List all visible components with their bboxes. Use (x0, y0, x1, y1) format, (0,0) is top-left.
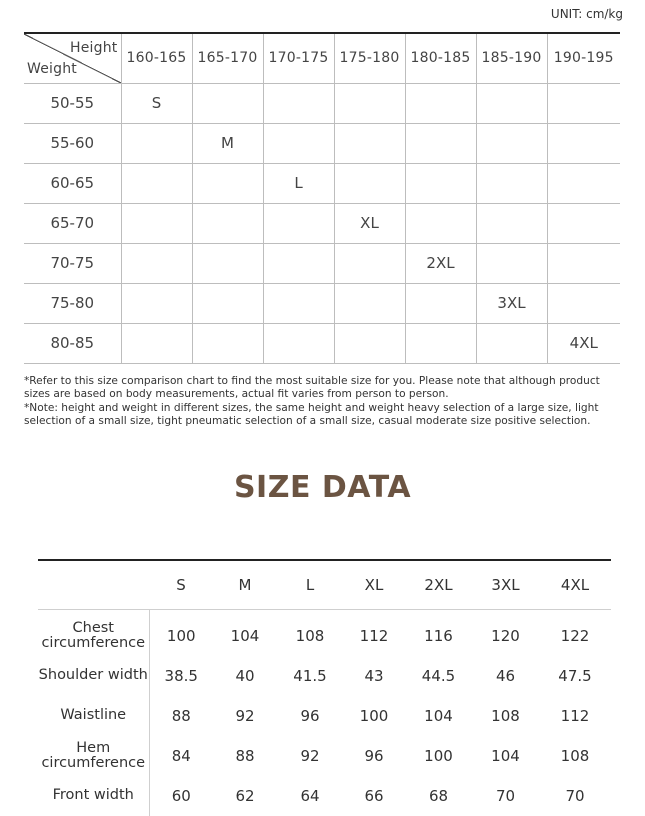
chart-header-row (24, 33, 620, 83)
measurement-value: 70 (495, 786, 516, 805)
chart-row (24, 243, 620, 283)
measurement-label: Shoulder width (38, 656, 149, 696)
size-cell (476, 123, 547, 163)
measurement-value: 40 (235, 666, 255, 685)
measurement-value: 122 (560, 626, 590, 645)
note-paragraph: *Note: height and weight in different sizes, the same height and weight heavy selection of a large size, light selection of a small size, tight pneumatic selection of a small size, casual moderate size positive selection. (24, 402, 599, 427)
size-cell (405, 83, 476, 123)
weight-axis-label: Weight (27, 60, 77, 77)
size-cell (547, 283, 620, 323)
size-cell (405, 163, 476, 203)
size-cell (476, 163, 547, 203)
height-header: 165-170 (192, 33, 263, 83)
measurement-value: 84 (171, 746, 191, 765)
size-cell (476, 323, 547, 363)
measurement-label: Waistline (38, 696, 149, 736)
measurement-value: 43 (364, 666, 384, 685)
measurement-label: Chest circumference (38, 616, 149, 656)
size-cell (192, 163, 263, 203)
measurement-row (38, 776, 611, 816)
size-cell: XL (334, 203, 405, 243)
measurement-value: 68 (428, 786, 449, 805)
measurement-value: 96 (364, 746, 384, 765)
size-cell: 4XL (547, 323, 620, 363)
size-cell (263, 323, 334, 363)
measurement-value: 100 (424, 746, 453, 765)
unit-label: UNIT: cm/kg (550, 7, 623, 21)
measurement-value: 46 (495, 666, 516, 685)
note-paragraph: *Refer to this size comparison chart to find the most suitable size for you. Please note that although product sizes are based on body measurements, actual fit varies from person to person. (24, 375, 600, 400)
size-cell (547, 83, 620, 123)
size-cell (405, 283, 476, 323)
size-cell: 2XL (405, 243, 476, 283)
size-header: 3XL (472, 560, 539, 609)
measurement-value: 47.5 (558, 666, 592, 685)
measurement-value: 38.5 (164, 666, 198, 685)
size-header: 2XL (405, 560, 472, 609)
height-axis-label: Height (70, 40, 118, 56)
weight-cell: 65-70 (24, 203, 121, 243)
size-cell (121, 163, 192, 203)
measurement-row (38, 616, 611, 656)
size-chart-table (24, 32, 620, 364)
chart-row (24, 203, 620, 243)
height-header: 190-195 (547, 33, 620, 83)
measurement-value: 92 (235, 706, 255, 725)
size-cell (121, 283, 192, 323)
measurement-value: 64 (300, 786, 320, 805)
size-cell (547, 123, 620, 163)
size-cell: S (121, 83, 192, 123)
size-cell (192, 203, 263, 243)
measurement-value: 100 (359, 706, 389, 725)
size-header-row (38, 560, 611, 609)
size-data-title: SIZE DATA (233, 470, 412, 505)
size-header: M (213, 560, 277, 609)
measurement-value: 108 (491, 706, 520, 725)
size-cell (192, 243, 263, 283)
size-cell (334, 83, 405, 123)
size-cell (547, 203, 620, 243)
measurement-value: 108 (295, 626, 325, 645)
weight-cell: 75-80 (24, 283, 121, 323)
measurement-value: 108 (560, 746, 590, 765)
measurement-value: 92 (300, 746, 320, 765)
weight-cell: 55-60 (24, 123, 121, 163)
measurement-row (38, 736, 611, 776)
size-cell (334, 243, 405, 283)
weight-cell: 50-55 (24, 83, 121, 123)
measurement-value: 104 (491, 746, 520, 765)
size-cell (192, 83, 263, 123)
size-cell (121, 323, 192, 363)
size-cell (476, 243, 547, 283)
measurement-row (38, 656, 611, 696)
size-data-table (38, 559, 611, 816)
chart-row (24, 163, 620, 203)
measurement-value: 41.5 (293, 666, 327, 685)
chart-row (24, 283, 620, 323)
height-header: 180-185 (405, 33, 476, 83)
measurement-value: 116 (424, 626, 453, 645)
size-cell (476, 203, 547, 243)
measurement-row (38, 696, 611, 736)
size-cell (547, 163, 620, 203)
size-cell (547, 243, 620, 283)
size-cell (405, 203, 476, 243)
size-cell: M (192, 123, 263, 163)
measurement-value: 96 (300, 706, 320, 725)
size-cell (192, 283, 263, 323)
measurement-label: Hem circumference (38, 736, 149, 776)
measurement-value: 100 (166, 626, 196, 645)
size-cell (476, 83, 547, 123)
height-header: 160-165 (121, 33, 192, 83)
weight-cell: 80-85 (24, 323, 121, 363)
size-cell (121, 203, 192, 243)
measurement-value: 112 (560, 706, 590, 725)
height-header: 175-180 (334, 33, 405, 83)
size-cell (263, 123, 334, 163)
size-cell (263, 283, 334, 323)
measurement-value: 66 (364, 786, 384, 805)
size-notes (24, 375, 624, 429)
size-cell (121, 123, 192, 163)
size-cell (334, 123, 405, 163)
chart-row (24, 83, 620, 123)
measurement-value: 70 (565, 786, 585, 805)
size-cell (263, 243, 334, 283)
size-cell (263, 83, 334, 123)
measurement-label: Front width (38, 776, 149, 816)
measurement-value: 120 (491, 626, 520, 645)
measurement-value: 88 (235, 746, 255, 765)
size-cell (334, 283, 405, 323)
size-cell: L (263, 163, 334, 203)
size-cell (334, 163, 405, 203)
measurement-value: 104 (230, 626, 260, 645)
size-header: L (277, 560, 343, 609)
corner-cell (38, 560, 149, 609)
height-header: 170-175 (263, 33, 334, 83)
size-cell (405, 323, 476, 363)
size-cell (121, 243, 192, 283)
size-header: 4XL (539, 560, 611, 609)
chart-row (24, 123, 620, 163)
measurement-value: 44.5 (421, 666, 456, 685)
measurement-value: 104 (424, 706, 453, 725)
measurement-value: 112 (359, 626, 389, 645)
size-header: XL (343, 560, 405, 609)
weight-cell: 60-65 (24, 163, 121, 203)
size-header: S (149, 560, 213, 609)
size-cell (192, 323, 263, 363)
chart-corner-cell (24, 33, 121, 83)
measurement-value: 60 (171, 786, 191, 805)
size-cell (334, 323, 405, 363)
size-cell (405, 123, 476, 163)
weight-cell: 70-75 (24, 243, 121, 283)
size-cell: 3XL (476, 283, 547, 323)
measurement-value: 88 (171, 706, 191, 725)
size-cell (263, 203, 334, 243)
measurement-value: 62 (235, 786, 255, 805)
height-header: 185-190 (476, 33, 547, 83)
chart-row (24, 323, 620, 363)
